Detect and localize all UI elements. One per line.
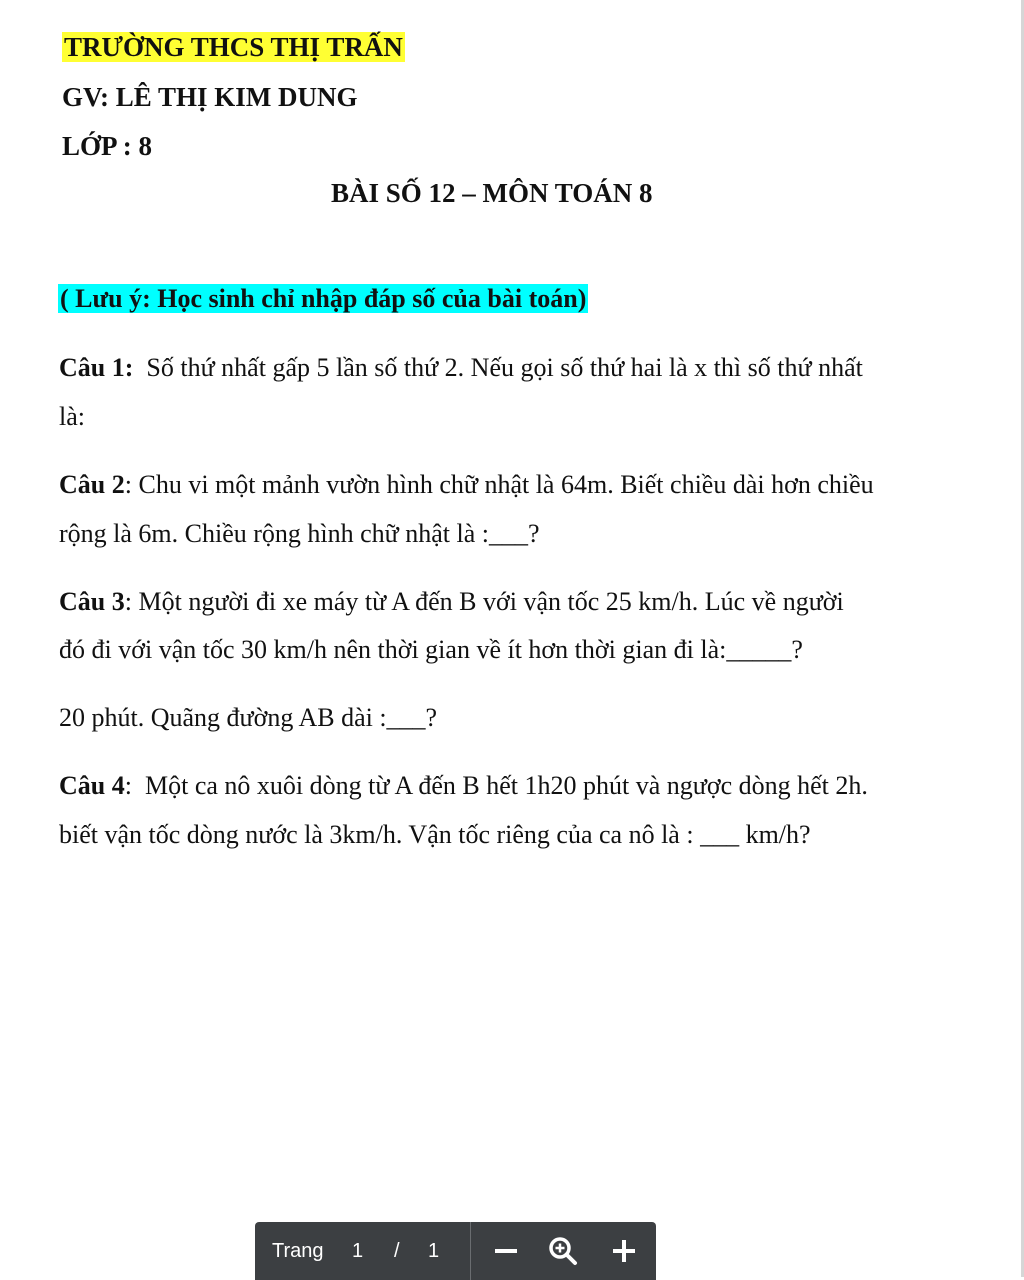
zoom-icon: [546, 1234, 580, 1268]
note: ( Lưu ý: Học sinh chỉ nhập đáp số của bài toán): [60, 284, 587, 313]
question-3-line-1: Câu 3: Một người đi xe máy từ A đến B với vận tốc 25 km/h. Lúc về người: [59, 587, 844, 616]
question-3-line-3: 20 phút. Quãng đường AB dài :___?: [59, 703, 438, 732]
zoom-out-button[interactable]: [489, 1234, 523, 1268]
school-name: TRƯỜNG THCS THỊ TRẤN: [64, 32, 403, 62]
zoom-in-button[interactable]: [607, 1234, 641, 1268]
pdf-toolbar: [255, 1222, 656, 1280]
question-4-line-1: Câu 4: Một ca nô xuôi dòng từ A đến B hết 1h20 phút và ngược dòng hết 2h.: [59, 771, 868, 800]
question-4-label: Câu 4: [59, 771, 125, 800]
minus-icon: [489, 1234, 523, 1268]
page-title: BÀI SỐ 12 – MÔN TOÁN 8: [331, 178, 653, 208]
toolbar-divider: [470, 1222, 471, 1280]
question-2-line-2: rộng là 6m. Chiều rộng hình chữ nhật là :___?: [59, 519, 540, 548]
teacher-name: GV: LÊ THỊ KIM DUNG: [62, 82, 358, 112]
question-2-label: Câu 2: [59, 470, 125, 499]
question-3-line-2: đó đi với vận tốc 30 km/h nên thời gian về ít hơn thời gian đi là:_____?: [59, 635, 803, 664]
question-4-line-2: biết vận tốc dòng nước là 3km/h. Vận tốc riêng của ca nô là : ___ km/h?: [59, 820, 811, 849]
plus-icon: [607, 1234, 641, 1268]
question-1-label: Câu 1:: [59, 353, 134, 382]
current-page-input[interactable]: 1: [352, 1240, 364, 1262]
page-label: Trang: [272, 1240, 324, 1262]
page-separator: /: [394, 1240, 400, 1262]
question-2-line-1: Câu 2: Chu vi một mảnh vườn hình chữ nhật là 64m. Biết chiều dài hơn chiều: [59, 470, 874, 499]
total-pages: 1: [428, 1240, 440, 1262]
question-1-line-1: Câu 1: Số thứ nhất gấp 5 lần số thứ 2. Nếu gọi số thứ hai là x thì số thứ nhất: [59, 353, 863, 382]
zoom-reset-button[interactable]: [546, 1234, 580, 1268]
question-3-label: Câu 3: [59, 587, 125, 616]
question-1-line-2: là:: [59, 402, 85, 431]
class-label: LỚP : 8: [62, 131, 153, 161]
